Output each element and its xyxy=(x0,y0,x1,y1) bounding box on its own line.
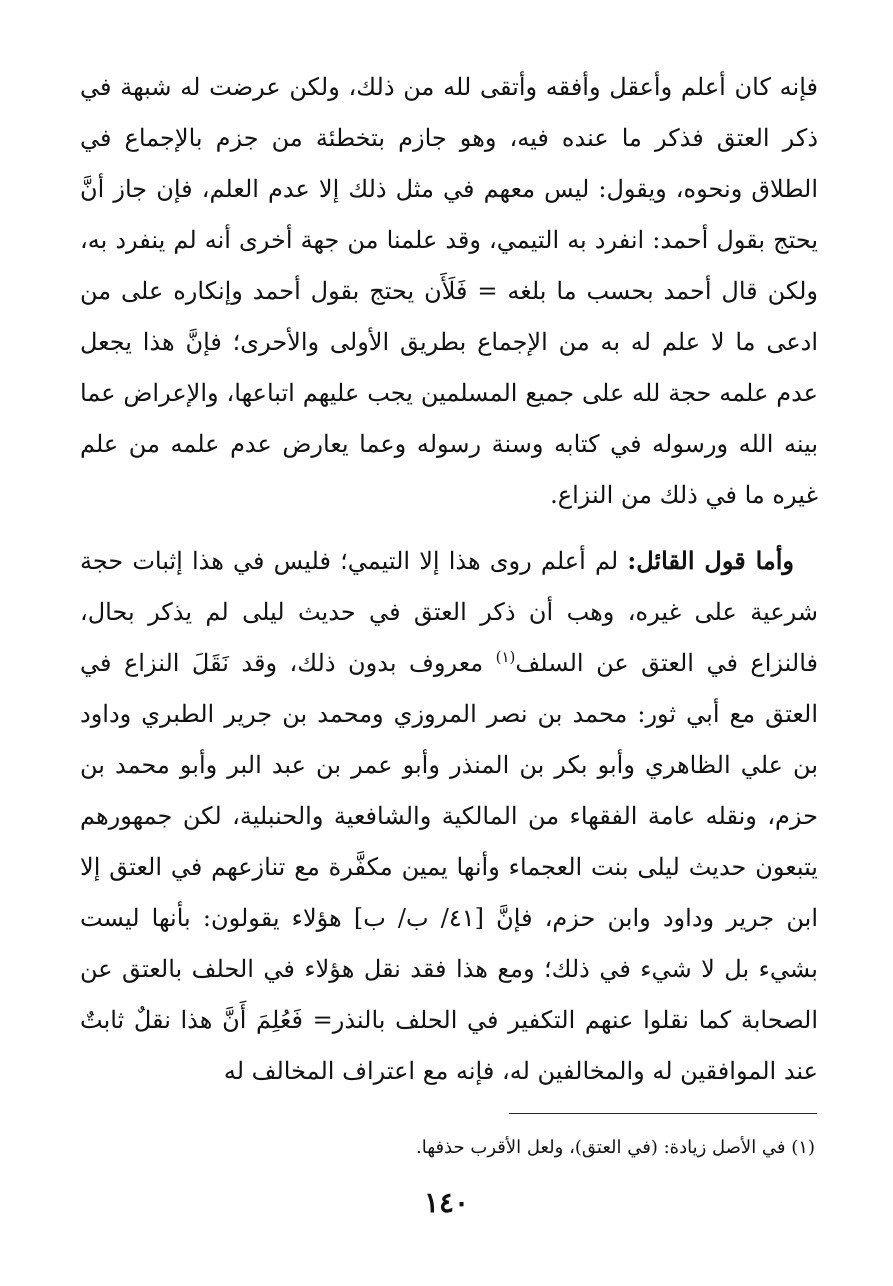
paragraph-2-part-b: معروف بدون ذلك، وقد نَقَلَ النزاع في العتق مع أبي ثور: محمد بن نصر المروزي ومحمد بن جرير الطبري وداود بن علي الظاهري وأبو بكر بن المنذر وأبو عمر بن عبد البر وأبو محمد بن حزم، ونقله عامة الفقهاء من المالكية والشافعية والحنبلية، لكن جمهورهم يتبعون حديث ليلى بنت العجماء وأنها يمين مكفَّرة مع تنازعهم في العتق إلا ابن جرير وداود وابن حزم، فإنَّ [٤١/ ب/ ب] هؤلاء يقولون: بأنها ليست بشيء بل لا شيء في ذلك؛ ومع هذا فقد نقل هؤلاء في الحلف بالعتق عن الصحابة كما نقلوا عنهم التكفير في الحلف بالنذر= فَعُلِمَ أَنَّ هذا نقلٌ ثابتٌ عند الموافقين له والمخالفين له، فإنه مع اعتراف المخالف له xyxy=(80,649,818,1085)
page-number: ١٤٠ xyxy=(423,1186,470,1219)
paragraph-2-lead: وأما قول القائل: xyxy=(627,546,795,575)
paragraph-1: فإنه كان أعلم وأعقل وأفقه وأتقى لله من ذلك، ولكن عرضت له شبهة في ذكر العتق فذكر ما عنده فيه، وهو جازم بتخطئة من جزم بالإجماع في الطلاق ونحوه، ويقول: ليس معهم في مثل ذلك إلا عدم العلم، فإن جاز أنَّ يحتج بقول أحمد: انفرد به التيمي، وقد علمنا من جهة أخرى أنه لم ينفرد به، ولكن قال أحمد بحسب ما بلغه = فَلَأَن يحتج بقول أحمد وإنكاره على من ادعى ما لا علم له به من الإجماع بطريق الأولى والأحرى؛ فإنَّ هذا يجعل عدم علمه حجة لله على جميع المسلمين يجب عليهم اتباعها، والإعراض عما بينه الله ورسوله في كتابه وسنة رسوله وعما يعارض عدم علمه من علم غيره ما في ذلك من النزاع. xyxy=(80,73,819,509)
footnote-marker: (١) xyxy=(791,1137,815,1158)
footnote xyxy=(77,1133,815,1163)
footnote-reference: (١) xyxy=(495,648,516,666)
footnote-text: في الأصل زيادة: (في العتق)، ولعل الأقرب حذفها. xyxy=(415,1137,786,1158)
footnote-divider xyxy=(509,1113,817,1114)
page-body xyxy=(80,62,818,1097)
paragraph-2 xyxy=(80,535,818,1097)
paragraph-2-part-a: لم أعلم روى هذا إلا التيمي؛ فليس في هذا إثبات حجة شرعية على غيره، وهب أن ذكر العتق في حديث ليلى لم يذكر بحال، فالنزاع في العتق عن السلف xyxy=(80,547,818,677)
